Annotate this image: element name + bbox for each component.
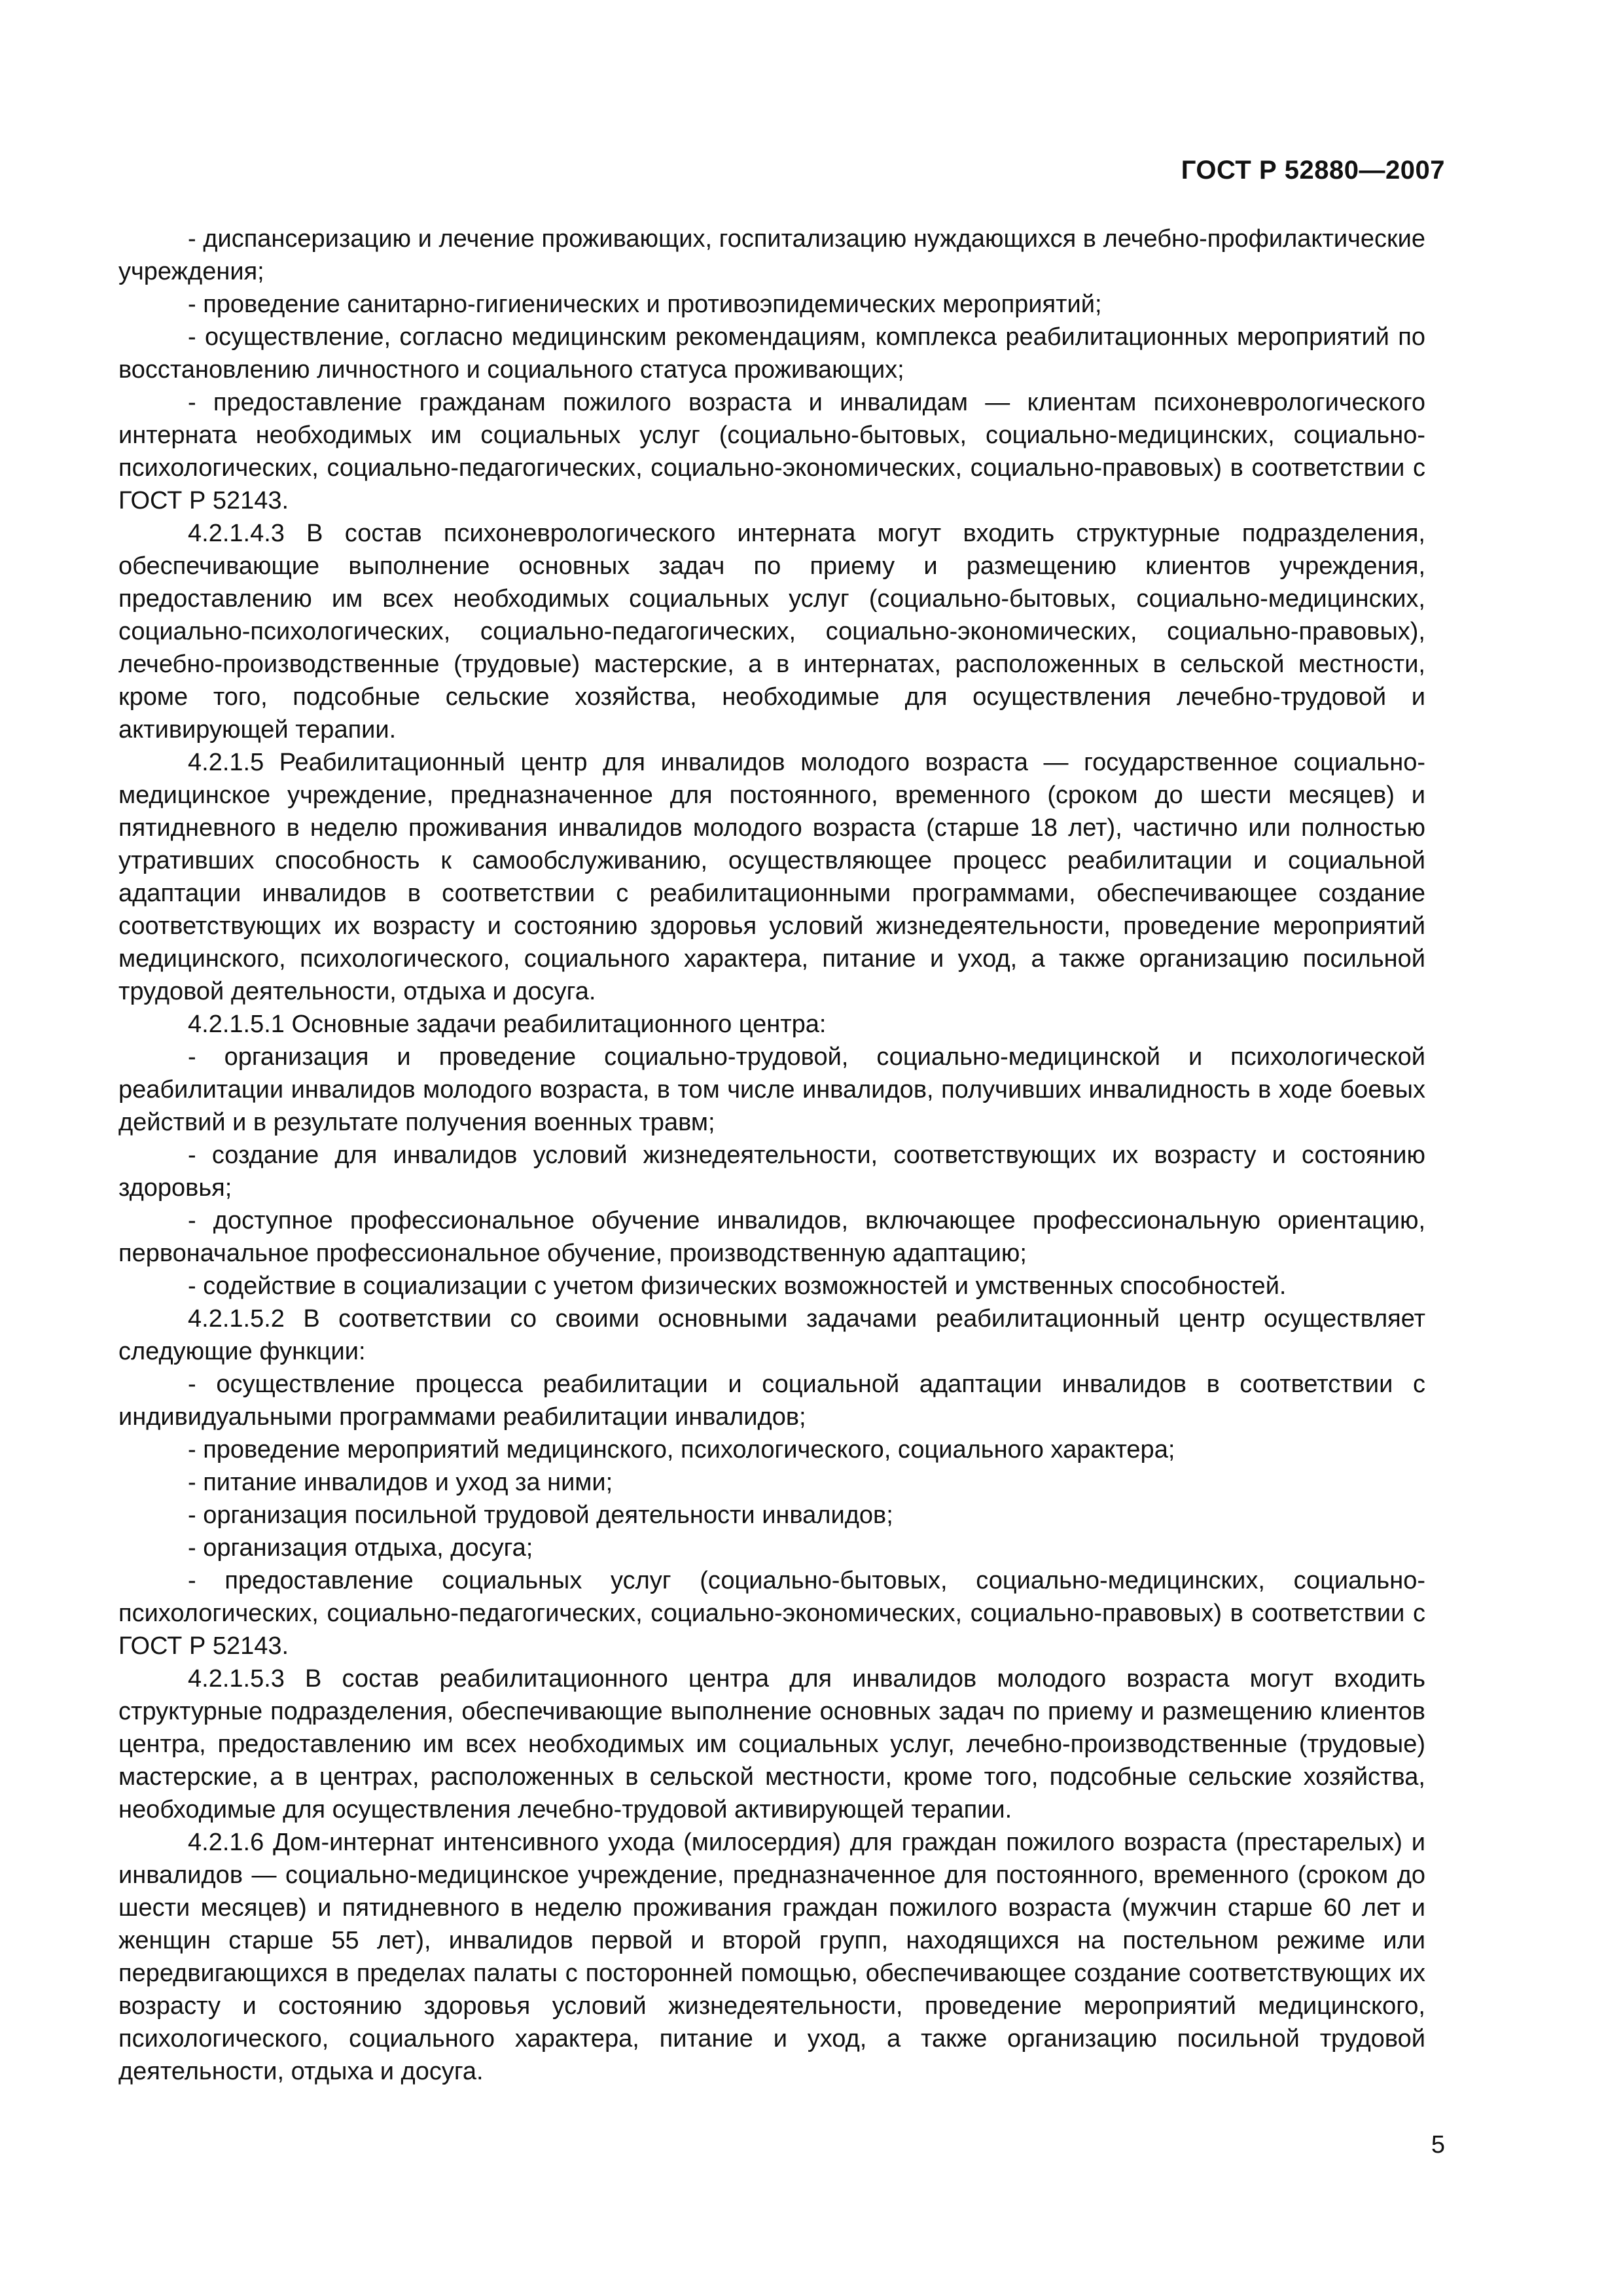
paragraph: - проведение санитарно-гигиенических и противоэпидемических мероприятий; [188, 291, 1102, 318]
paragraph: - организация посильной трудовой деятельности инвалидов; [188, 1501, 893, 1529]
document-body [118, 223, 1425, 2088]
paragraph: 4.2.1.5.3 В состав реабилитационного центра для инвалидов молодого возраста могут входить структурные подразделения, обеспечивающие выполнение основных задач по приему и размещению клиентов центра, предоставлению им всех необходимых им социальных услуг, лечебно-производственные (трудовые) мастерские, а в центрах, расположенных в сельской местности, кроме того, подсобные сельские хозяйства, необходимые для осуществления лечебно-трудовой активирующей терапии. [118, 1665, 1425, 1823]
paragraph: - содействие в социализации с учетом физических возможностей и умственных способностей. [188, 1272, 1287, 1300]
paragraph: - питание инвалидов и уход за ними; [188, 1469, 613, 1496]
paragraph: - осуществление, согласно медицинским рекомендациям, комплекса реабилитационных мероприятий по восстановлению личностного и социального статуса проживающих; [118, 323, 1425, 384]
paragraph: 4.2.1.6 Дом-интернат интенсивного ухода (милосердия) для граждан пожилого возраста (престарелых) и инвалидов — социально-медицинское учреждение, предназначенное для постоянного, временного (сроком до шести месяцев) и пятидневного в неделю проживания граждан пожилого возраста (мужчин старше 60 лет и женщин старше 55 лет), инвалидов первой и второй групп, находящихся на постельном режиме или передвигающихся в пределах палаты с посторонней помощью, обеспечивающее создание соответствующих их возрасту и состоянию здоровья условий жизнедеятельности, проведение мероприятий медицинского, психологического, социального характера, питание и уход, а также организацию посильной трудовой деятельности, отдыха и досуга. [118, 1829, 1425, 2085]
paragraph: - предоставление социальных услуг (социально-бытовых, социально-медицинских, социально-психологических, социально-педагогических, социально-экономических, социально-правовых) в соответствии с ГОСТ Р 52143. [118, 1567, 1425, 1660]
paragraph: 4.2.1.4.3 В состав психоневрологического интерната могут входить структурные подразделения, обеспечивающие выполнение основных задач по приему и размещению клиентов учреждения, предоставлению им всех необходимых социальных услуг (социально-бытовых, социально-медицинских, социально-психологических, социально-педагогических, социально-экономических, социально-правовых), лечебно-производственные (трудовые) мастерские, а в интернатах, расположенных в сельской местности, кроме того, подсобные сельские хозяйства, необходимые для осуществления лечебно-трудовой и активирующей терапии. [118, 520, 1425, 744]
paragraph: 4.2.1.5.1 Основные задачи реабилитационного центра: [188, 1011, 827, 1038]
paragraph: - организация отдыха, досуга; [188, 1534, 533, 1562]
paragraph: 4.2.1.5.2 В соответствии со своими основными задачами реабилитационный центр осуществляет следующие функции: [118, 1305, 1425, 1365]
paragraph: 4.2.1.5 Реабилитационный центр для инвалидов молодого возраста — государственное социально-медицинское учреждение, предназначенное для постоянного, временного (сроком до шести месяцев) и пятидневного в неделю проживания инвалидов молодого возраста (старше 18 лет), частично или полностью утративших способность к самообслуживанию, осуществляющее процесс реабилитации и социальной адаптации инвалидов в соответствии с реабилитационными программами, обеспечивающее создание соответствующих их возрасту и состоянию здоровья условий жизнедеятельности, проведение мероприятий медицинского, психологического, социального характера, питание и уход, а также организацию посильной трудовой деятельности, отдыха и досуга. [118, 749, 1425, 1005]
paragraph: - проведение мероприятий медицинского, психологического, социального характера; [188, 1436, 1175, 1463]
paragraph: - создание для инвалидов условий жизнедеятельности, соответствующих их возрасту и состоянию здоровья; [118, 1141, 1425, 1202]
paragraph: - организация и проведение социально-трудовой, социально-медицинской и психологической реабилитации инвалидов молодого возраста, в том числе инвалидов, получивших инвалидность в ходе боевых действий и в результате получения военных травм; [118, 1043, 1425, 1136]
document-header: ГОСТ Р 52880—2007 [1181, 156, 1445, 185]
paragraph: - осуществление процесса реабилитации и социальной адаптации инвалидов в соответствии с индивидуальными программами реабилитации инвалидов; [118, 1371, 1425, 1431]
page-number: 5 [1431, 2131, 1445, 2159]
paragraph: - диспансеризацию и лечение проживающих, госпитализацию нуждающихся в лечебно-профилактические учреждения; [118, 225, 1425, 285]
paragraph: - предоставление гражданам пожилого возраста и инвалидам — клиентам психоневрологического интерната необходимых им социальных услуг (социально-бытовых, социально-медицинских, социально-психологических, социально-педагогических, социально-экономических, социально-правовых) в соответствии с ГОСТ Р 52143. [118, 389, 1425, 514]
paragraph: - доступное профессиональное обучение инвалидов, включающее профессиональную ориентацию, первоначальное профессиональное обучение, производственную адаптацию; [118, 1207, 1425, 1267]
